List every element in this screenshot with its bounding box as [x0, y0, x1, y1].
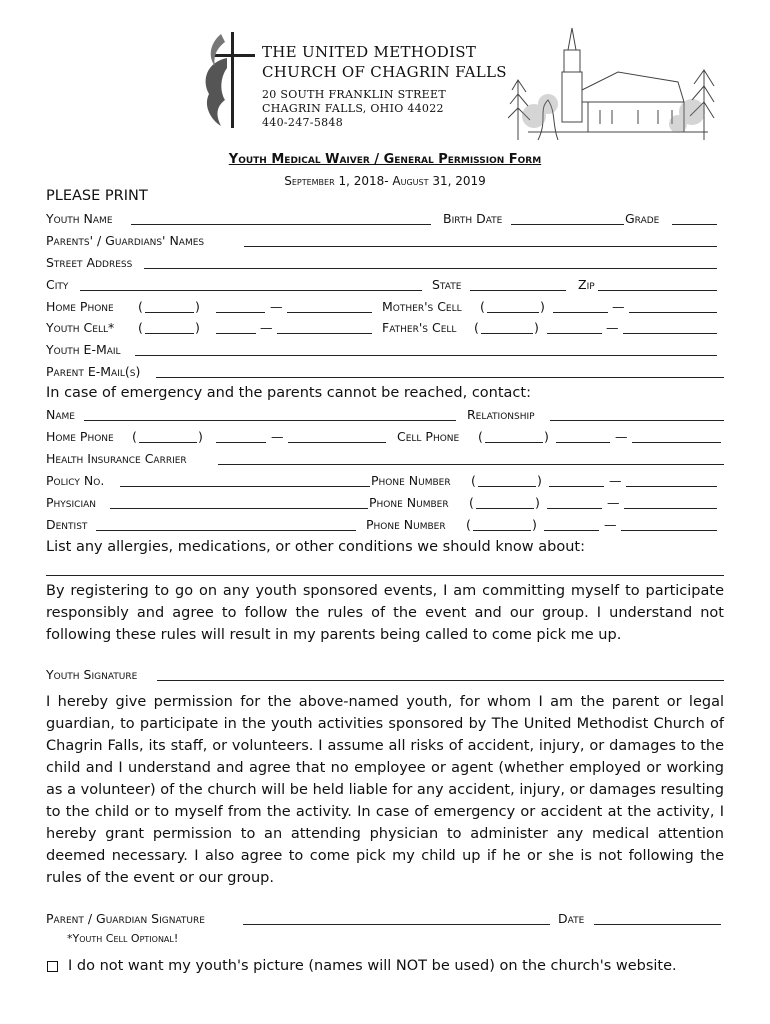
church-street: 20 SOUTH FRANKLIN STREET [262, 88, 446, 101]
home-phone-area-field[interactable] [145, 312, 194, 313]
birth-date-field[interactable] [511, 224, 624, 225]
cross-and-flame-logo [197, 28, 257, 132]
please-print-note: PLEASE PRINT [46, 188, 148, 204]
church-city: CHAGRIN FALLS, OHIO 44022 [262, 102, 444, 115]
youth-commitment-paragraph: By registering to go on any youth sponsored events, I am committing myself to participate responsibly and agree to follow the rules of the event and our group. I understand not following these rules will result in my parents being called to come pick me up. [46, 583, 724, 643]
picture-optout-label: I do not want my youth's picture (names will NOT be used) on the church's website. [68, 958, 677, 974]
emergency-cell-phone-dash: — [615, 429, 628, 444]
insurance-phone-dash: — [609, 473, 622, 488]
insurance-carrier-field[interactable] [218, 464, 724, 465]
dentist-phone-paren-open: ( [466, 517, 471, 532]
mothers-cell-paren-open: ( [480, 299, 485, 314]
physician-phone-prefix-field[interactable] [547, 508, 602, 509]
emergency-home-phone-paren-open: ( [132, 429, 137, 444]
physician-phone-paren-close: ) [535, 495, 540, 510]
church-name-line2: CHURCH OF CHAGRIN FALLS [262, 63, 507, 81]
parent-email-label: Parent E-Mail(s) [46, 364, 141, 379]
allergies-field[interactable] [46, 575, 724, 576]
physician-label: Physician [46, 495, 96, 510]
insurance-phone-label: Phone Number [371, 473, 451, 488]
physician-phone-dash: — [607, 495, 620, 510]
allergies-prompt: List any allergies, medications, or other conditions we should know about: [46, 539, 585, 555]
youth-cell-prefix-field[interactable] [216, 333, 256, 334]
physician-field[interactable] [110, 508, 368, 509]
home-phone-label: Home Phone [46, 299, 114, 314]
fathers-cell-paren-open: ( [474, 320, 479, 335]
church-building-illustration [508, 20, 716, 142]
youth-cell-optional-note: *Youth Cell Optional! [67, 932, 179, 945]
fathers-cell-paren-close: ) [534, 320, 539, 335]
youth-cell-label: Youth Cell* [46, 320, 115, 335]
fathers-cell-prefix-field[interactable] [547, 333, 602, 334]
form-date-range: September 1, 2018- August 31, 2019 [284, 174, 486, 188]
youth-cell-line-field[interactable] [277, 333, 372, 334]
insurance-carrier-label: Health Insurance Carrier [46, 451, 187, 466]
dentist-phone-paren-close: ) [532, 517, 537, 532]
emergency-name-field[interactable] [84, 420, 456, 421]
dentist-label: Dentist [46, 517, 88, 532]
parent-signature-field[interactable] [243, 924, 550, 925]
birth-date-label: Birth Date [443, 211, 503, 226]
insurance-phone-prefix-field[interactable] [549, 486, 604, 487]
grade-field[interactable] [672, 224, 717, 225]
grade-label: Grade [625, 211, 660, 226]
physician-phone-paren-open: ( [469, 495, 474, 510]
physician-phone-area-field[interactable] [476, 508, 534, 509]
mothers-cell-prefix-field[interactable] [553, 312, 608, 313]
fathers-cell-label: Father's Cell [382, 320, 457, 335]
parent-permission-paragraph: I hereby give permission for the above-named youth, for whom I am the parent or legal guardian, to participate in the youth activities sponsored by The United Methodist Church of Chagrin Falls, its staff, or volunteers. I assume all risks of accident, injury, or damages to the child and I understand and agree that no employee or agent (whether employed or working as a volunteer) of the church will be held liable for any accident, injury, or damages resulting to the child or to myself from the activity. In case of emergency or accident at the activity, I hereby grant permission to an attending physician to administer any medical attention deemed necessary. I also agree to come pick my child up if he or she is not following the rules of the event or our group. [46, 694, 724, 886]
youth-signature-field[interactable] [157, 680, 724, 681]
parents-names-label: Parents' / Guardians' Names [46, 233, 205, 248]
home-phone-paren-open: ( [138, 299, 143, 314]
church-name-line1: THE UNITED METHODIST [262, 43, 477, 61]
relationship-field[interactable] [550, 420, 724, 421]
street-address-field[interactable] [144, 268, 717, 269]
home-phone-line-field[interactable] [287, 312, 372, 313]
mothers-cell-area-field[interactable] [487, 312, 539, 313]
signature-date-label: Date [558, 911, 585, 926]
relationship-label: Relationship [467, 407, 535, 422]
emergency-home-phone-label: Home Phone [46, 429, 114, 444]
youth-name-field[interactable] [131, 224, 431, 225]
dentist-phone-line-field[interactable] [621, 530, 717, 531]
emergency-cell-phone-paren-close: ) [544, 429, 549, 444]
city-label: City [46, 277, 69, 292]
emergency-cell-phone-paren-open: ( [478, 429, 483, 444]
emergency-cell-phone-line-field[interactable] [632, 442, 721, 443]
dentist-phone-prefix-field[interactable] [544, 530, 599, 531]
youth-cell-paren-open: ( [138, 320, 143, 335]
church-phone: 440-247-5848 [262, 116, 344, 129]
youth-email-field[interactable] [135, 355, 717, 356]
youth-name-label: Youth Name [46, 211, 113, 226]
emergency-home-phone-line-field[interactable] [288, 442, 386, 443]
youth-cell-area-field[interactable] [145, 333, 194, 334]
policy-number-label: Policy No. [46, 473, 105, 488]
emergency-name-label: Name [46, 407, 75, 422]
emergency-home-phone-area-field[interactable] [139, 442, 197, 443]
mothers-cell-dash: — [612, 299, 625, 314]
dentist-phone-dash: — [604, 517, 617, 532]
insurance-phone-area-field[interactable] [478, 486, 536, 487]
emergency-home-phone-prefix-field[interactable] [216, 442, 266, 443]
parent-signature-label: Parent / Guardian Signature [46, 911, 205, 926]
picture-optout-checkbox[interactable] [47, 961, 58, 972]
street-address-label: Street Address [46, 255, 133, 270]
emergency-home-phone-dash: — [271, 429, 284, 444]
youth-cell-dash: — [260, 320, 273, 335]
insurance-phone-paren-open: ( [471, 473, 476, 488]
signature-date-field[interactable] [594, 924, 721, 925]
insurance-phone-paren-close: ) [537, 473, 542, 488]
dentist-phone-label: Phone Number [366, 517, 446, 532]
fathers-cell-line-field[interactable] [623, 333, 717, 334]
parent-email-field[interactable] [156, 377, 724, 378]
fathers-cell-area-field[interactable] [481, 333, 533, 334]
physician-phone-label: Phone Number [369, 495, 449, 510]
emergency-cell-phone-prefix-field[interactable] [556, 442, 610, 443]
emergency-contact-heading: In case of emergency and the parents cannot be reached, contact: [46, 385, 531, 401]
policy-number-field[interactable] [120, 486, 370, 487]
insurance-phone-line-field[interactable] [626, 486, 717, 487]
parents-names-field[interactable] [244, 246, 717, 247]
home-phone-dash: — [270, 299, 283, 314]
physician-phone-line-field[interactable] [624, 508, 717, 509]
form-title: Youth Medical Waiver / General Permission Form [228, 152, 542, 167]
city-field[interactable] [80, 290, 422, 291]
emergency-cell-phone-area-field[interactable] [485, 442, 543, 443]
mothers-cell-label: Mother's Cell [382, 299, 462, 314]
fathers-cell-dash: — [606, 320, 619, 335]
emergency-home-phone-paren-close: ) [198, 429, 203, 444]
home-phone-paren-close: ) [195, 299, 200, 314]
state-field[interactable] [470, 290, 566, 291]
state-label: State [432, 277, 462, 292]
youth-email-label: Youth E-Mail [46, 342, 121, 357]
home-phone-prefix-field[interactable] [216, 312, 265, 313]
youth-signature-label: Youth Signature [46, 667, 138, 682]
mothers-cell-line-field[interactable] [629, 312, 717, 313]
emergency-cell-phone-label: Cell Phone [397, 429, 460, 444]
zip-field[interactable] [598, 290, 717, 291]
mothers-cell-paren-close: ) [540, 299, 545, 314]
dentist-phone-area-field[interactable] [473, 530, 531, 531]
dentist-field[interactable] [96, 530, 356, 531]
youth-cell-paren-close: ) [195, 320, 200, 335]
zip-label: Zip [578, 277, 595, 292]
